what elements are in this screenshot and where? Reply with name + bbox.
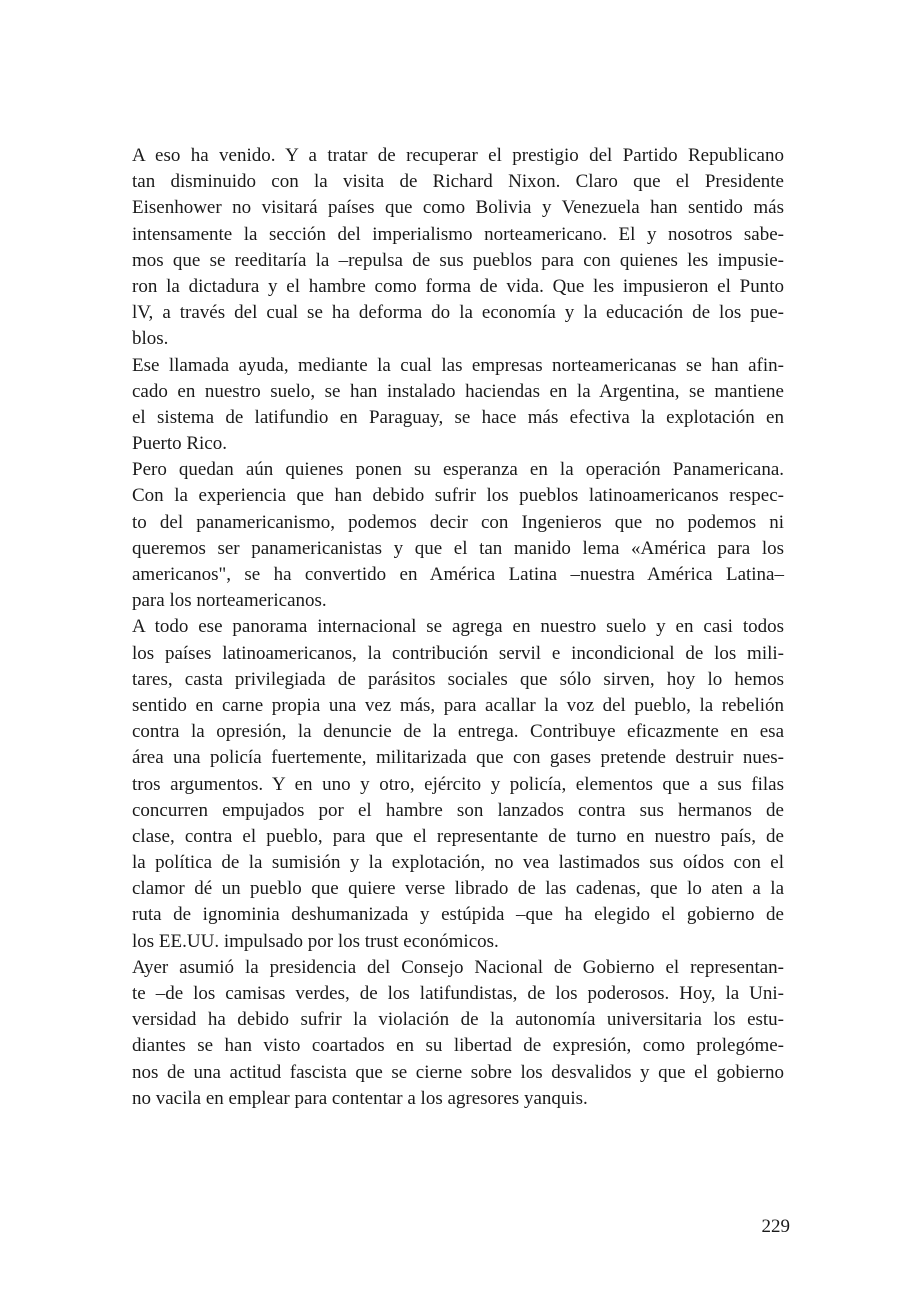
text-line: para los norteamericanos. xyxy=(132,590,327,612)
text-line: Puerto Rico. xyxy=(132,433,227,455)
text-line: tares, casta privilegiada de parásitos sociales que sólo sirven, hoy lo hemos xyxy=(132,668,784,690)
text-line: Con la experiencia que han debido sufrir los pueblos latinoamericanos respec- xyxy=(132,485,784,507)
text-line: contra la opresión, la denuncie de la entrega. Contribuye eficazmente en esa xyxy=(132,721,784,743)
text-line: americanos", se ha convertido en América Latina –nuestra América Latina– xyxy=(132,564,784,585)
text-line: los países latinoamericanos, la contribución servil e incondicional de los mili- xyxy=(132,642,784,664)
text-line: tros argumentos. Y en uno y otro, ejército y policía, elementos que a sus filas xyxy=(132,773,784,795)
text-line: clase, contra el pueblo, para que el representante de turno en nuestro país, de xyxy=(132,825,784,847)
paragraph-3 xyxy=(132,457,784,614)
text-line: Pero quedan aún quienes ponen su esperanza en la operación Panamericana. xyxy=(132,459,784,481)
text-line: sentido en carne propia una vez más, para acallar la voz del pueblo, la rebelión xyxy=(132,694,784,716)
text-line: queremos ser panamericanistas y que el tan manido lema «América para los xyxy=(132,537,784,559)
text-line: los EE.UU. impulsado por los trust económicos. xyxy=(132,930,499,952)
text-line: clamor dé un pueblo que quiere verse librado de las cadenas, que lo aten a la xyxy=(132,878,784,900)
paragraph-2 xyxy=(132,353,784,458)
body-text xyxy=(132,143,784,1112)
paragraph-5 xyxy=(132,955,784,1112)
text-line: to del panamericanismo, podemos decir con Ingenieros que no podemos ni xyxy=(132,511,784,533)
text-line: A eso ha venido. Y a tratar de recuperar el prestigio del Partido Republicano xyxy=(132,145,784,166)
page-number: 229 xyxy=(761,1216,790,1237)
paragraph-4 xyxy=(132,614,784,954)
text-line: la política de la sumisión y la explotación, no vea lastimados sus oídos con el xyxy=(132,852,784,874)
text-line: área una policía fuertemente, militarizada que con gases pretende destruir nues- xyxy=(132,747,784,769)
text-line: intensamente la sección del imperialismo norteamericano. El y nosotros sabe- xyxy=(132,223,784,245)
text-line: ruta de ignominia deshumanizada y estúpida –que ha elegido el gobierno de xyxy=(132,904,784,926)
text-line: versidad ha debido sufrir la violación de la autonomía universitaria los estu- xyxy=(132,1009,784,1031)
text-line: nos de una actitud fascista que se cierne sobre los desvalidos y que el gobierno xyxy=(132,1061,784,1083)
text-line: te –de los camisas verdes, de los latifundistas, de los poderosos. Hoy, la Uni- xyxy=(132,983,784,1004)
text-line: diantes se han visto coartados en su libertad de expresión, como prolegóme- xyxy=(132,1035,784,1057)
text-line: mos que se reeditaría la –repulsa de sus pueblos para con quienes les impusie- xyxy=(132,249,784,271)
text-line: Ayer asumió la presidencia del Consejo Nacional de Gobierno el representan- xyxy=(132,956,784,978)
text-line: Ese llamada ayuda, mediante la cual las empresas norteamericanas se han afin- xyxy=(132,354,784,376)
text-line: el sistema de latifundio en Paraguay, se hace más efectiva la explotación en xyxy=(132,406,784,428)
text-line: cado en nuestro suelo, se han instalado haciendas en la Argentina, se mantiene xyxy=(132,380,784,402)
text-line: ron la dictadura y el hambre como forma de vida. Que les impusieron el Punto xyxy=(132,275,784,297)
text-line: lV, a través del cual se ha deforma do la economía y la educación de los pue- xyxy=(132,302,784,324)
paragraph-1 xyxy=(132,143,784,353)
text-line: A todo ese panorama internacional se agrega en nuestro suelo y en casi todos xyxy=(132,616,784,638)
text-line: Eisenhower no visitará países que como Bolivia y Venezuela han sentido más xyxy=(132,197,784,219)
text-line: concurren empujados por el hambre son lanzados contra sus hermanos de xyxy=(132,799,784,821)
text-line: blos. xyxy=(132,328,169,350)
text-line: tan disminuido con la visita de Richard Nixon. Claro que el Presidente xyxy=(132,171,784,193)
text-line: no vacila en emplear para contentar a los agresores yanquis. xyxy=(132,1087,588,1109)
